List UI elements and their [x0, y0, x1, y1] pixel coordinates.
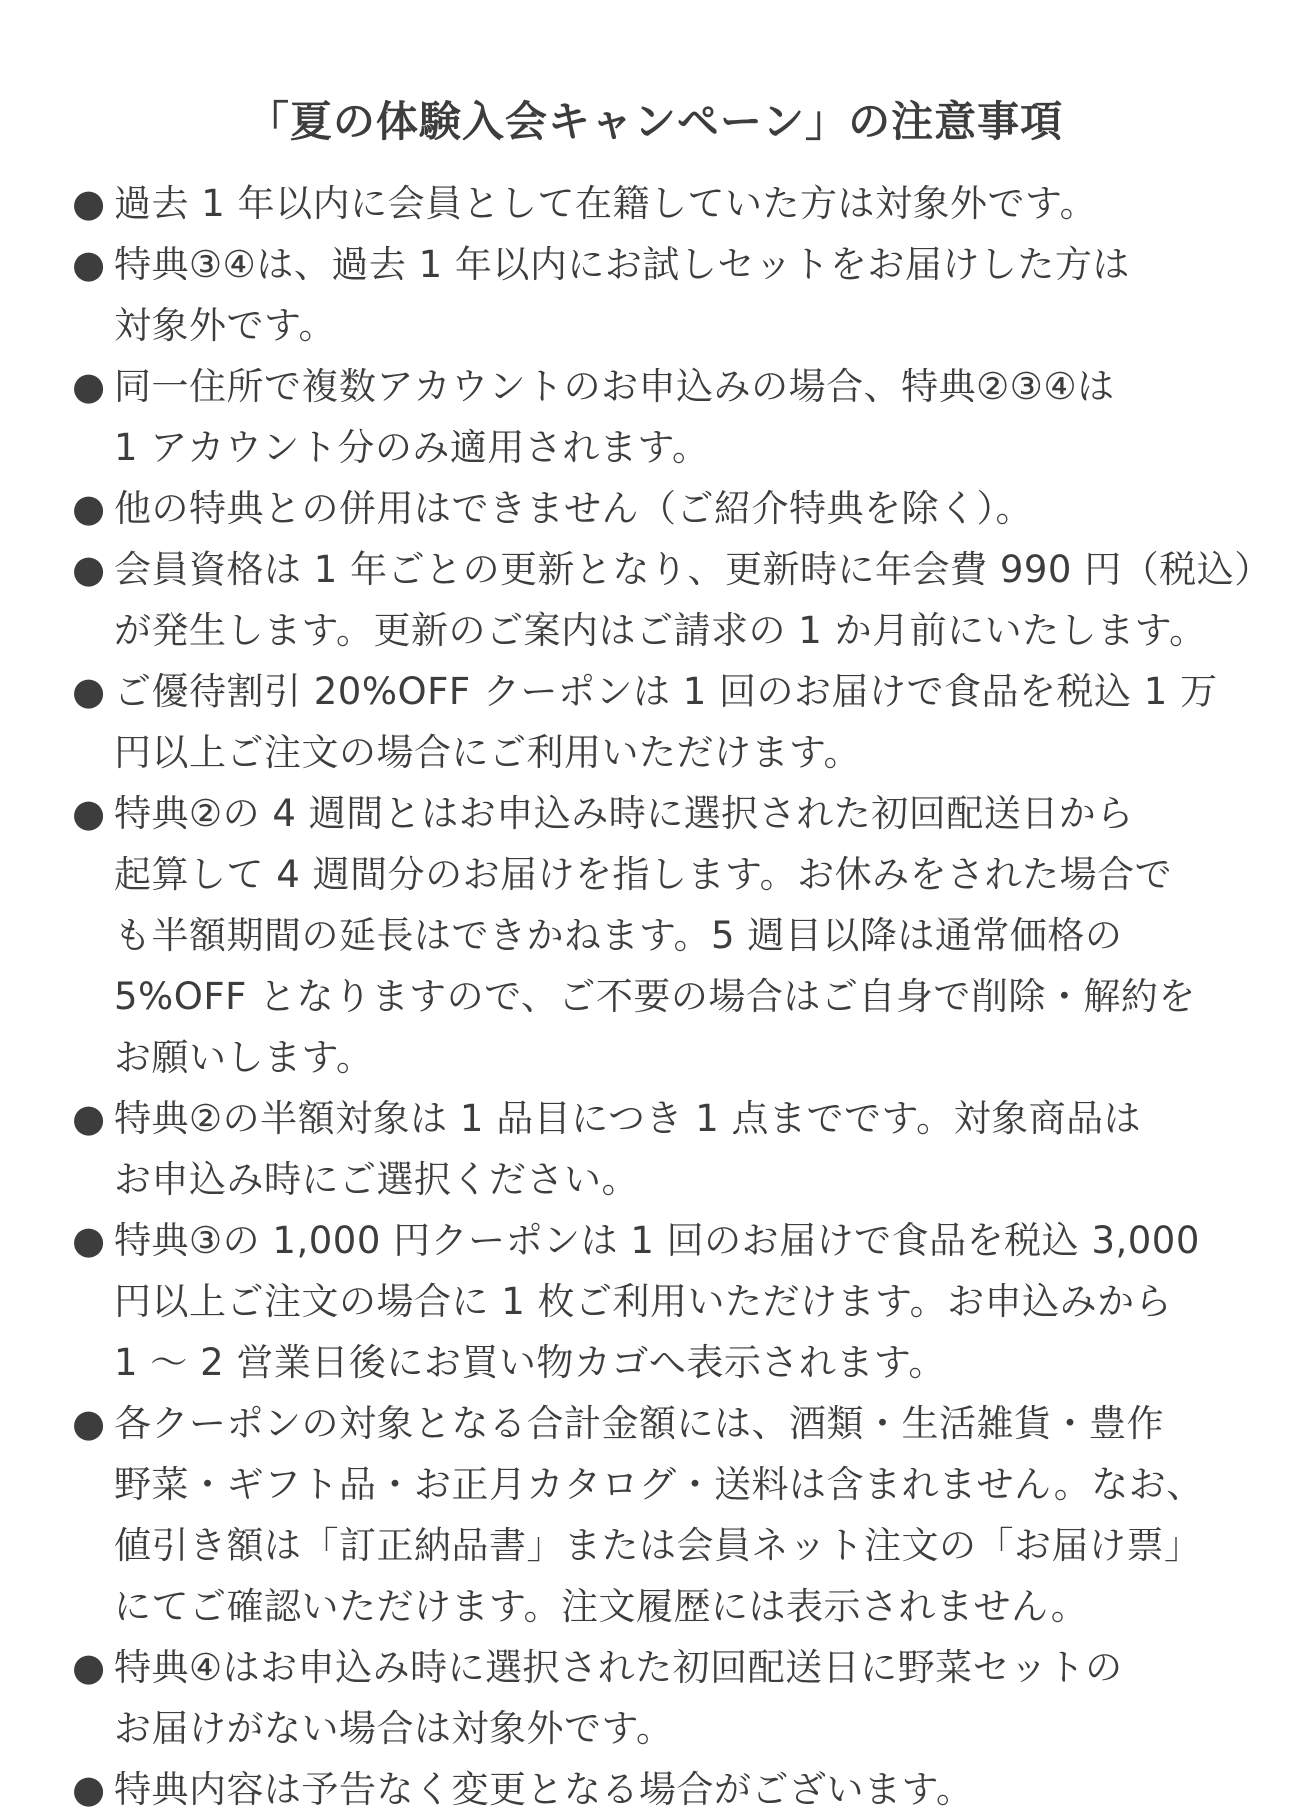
notice-line: 同一住所で複数アカウントのお申込みの場合、特典②③④は — [114, 365, 1115, 408]
notice-line: お申込み時にご選択ください。 — [114, 1158, 639, 1201]
notice-text — [114, 1210, 1200, 1393]
notice-line: 1 ～ 2 営業日後にお買い物カゴへ表示されます。 — [114, 1341, 946, 1384]
notice-line: 特典③④は、過去 1 年以内にお試しセットをお届けした方は — [114, 243, 1130, 286]
notice-line: 特典④はお申込み時に選択された初回配送日に野菜セットの — [114, 1646, 1123, 1689]
notice-item — [72, 539, 1272, 661]
notice-line: お願いします。 — [114, 1036, 374, 1079]
notice-item — [72, 783, 1272, 1088]
bullet-dot-icon: ● — [72, 364, 106, 408]
notice-line: も半額期間の延長はできかねます。5 週目以降は通常価格の — [114, 914, 1123, 957]
notice-line: 各クーポンの対象となる合計金額には、酒類・生活雑貨・豊作 — [114, 1402, 1164, 1445]
notice-text — [114, 661, 1218, 783]
notice-item — [72, 1088, 1272, 1210]
notice-line: が発生します。更新のご案内はご請求の 1 か月前にいたします。 — [114, 609, 1207, 652]
notice-text — [114, 1393, 1204, 1637]
notice-item — [72, 234, 1272, 356]
notice-line: 特典③の 1,000 円クーポンは 1 回のお届けで食品を税込 3,000 — [114, 1219, 1200, 1262]
notice-text — [114, 356, 1115, 478]
notice-list — [72, 173, 1272, 1820]
notice-item — [72, 1210, 1272, 1393]
notice-text — [114, 173, 1097, 234]
notice-text — [114, 1637, 1123, 1759]
notice-line: 他の特典との併用はできません（ご紹介特典を除く）。 — [114, 487, 1033, 530]
notice-item — [72, 1393, 1272, 1637]
page-title: 「夏の体験入会キャンペーン」の注意事項 — [246, 97, 1064, 147]
notice-line: お届けがない場合は対象外です。 — [114, 1707, 674, 1750]
bullet-dot-icon: ● — [72, 181, 106, 225]
bullet-dot-icon: ● — [72, 547, 106, 591]
notice-item — [72, 1759, 1272, 1820]
notice-line: 値引き額は「訂正納品書」または会員ネット注文の「お届け票」 — [114, 1524, 1202, 1567]
notice-line: ご優待割引 20%OFF クーポンは 1 回のお届けで食品を税込 1 万 — [114, 670, 1218, 713]
notice-line: 円以上ご注文の場合にご利用いただけます。 — [114, 731, 862, 774]
notice-item — [72, 173, 1272, 234]
bullet-dot-icon: ● — [72, 1401, 106, 1445]
notice-text — [114, 539, 1272, 661]
bullet-dot-icon: ● — [72, 242, 106, 286]
bullet-dot-icon: ● — [72, 791, 106, 835]
bullet-dot-icon: ● — [72, 1218, 106, 1262]
bullet-dot-icon: ● — [72, 1767, 106, 1811]
notice-line: にてご確認いただけます。注文履歴には表示されません。 — [114, 1585, 1089, 1628]
notice-line: 1 アカウント分のみ適用されます。 — [114, 426, 710, 469]
notice-item — [72, 356, 1272, 478]
notice-item — [72, 661, 1272, 783]
notice-line: 特典②の 4 週間とはお申込み時に選択された初回配送日から — [114, 792, 1134, 835]
bullet-dot-icon: ● — [72, 486, 106, 530]
notice-text — [114, 1759, 974, 1820]
bullet-dot-icon: ● — [72, 669, 106, 713]
notice-line: 5%OFF となりますので、ご不要の場合はご自身で削除・解約を — [114, 975, 1196, 1018]
notice-text — [114, 783, 1196, 1088]
notice-line: 野菜・ギフト品・お正月カタログ・送料は含まれません。なお、 — [114, 1463, 1204, 1506]
notice-item — [72, 1637, 1272, 1759]
notice-line: 起算して 4 週間分のお届けを指します。お休みをされた場合で — [114, 853, 1173, 896]
notice-text — [114, 1088, 1141, 1210]
notice-item — [72, 478, 1272, 539]
bullet-dot-icon: ● — [72, 1096, 106, 1140]
notice-line: 円以上ご注文の場合に 1 枚ご利用いただけます。お申込みから — [114, 1280, 1173, 1323]
notice-text — [114, 478, 1033, 539]
notice-line: 対象外です。 — [114, 304, 337, 347]
notice-text — [114, 234, 1130, 356]
notice-line: 特典内容は予告なく変更となる場合がございます。 — [114, 1768, 974, 1811]
notice-line: 特典②の半額対象は 1 品目につき 1 点までです。対象商品は — [114, 1097, 1142, 1140]
notice-line: 会員資格は 1 年ごとの更新となり、更新時に年会費 990 円（税込） — [114, 548, 1272, 591]
bullet-dot-icon: ● — [72, 1645, 106, 1689]
notice-line: 過去 1 年以内に会員として在籍していた方は対象外です。 — [114, 182, 1098, 225]
